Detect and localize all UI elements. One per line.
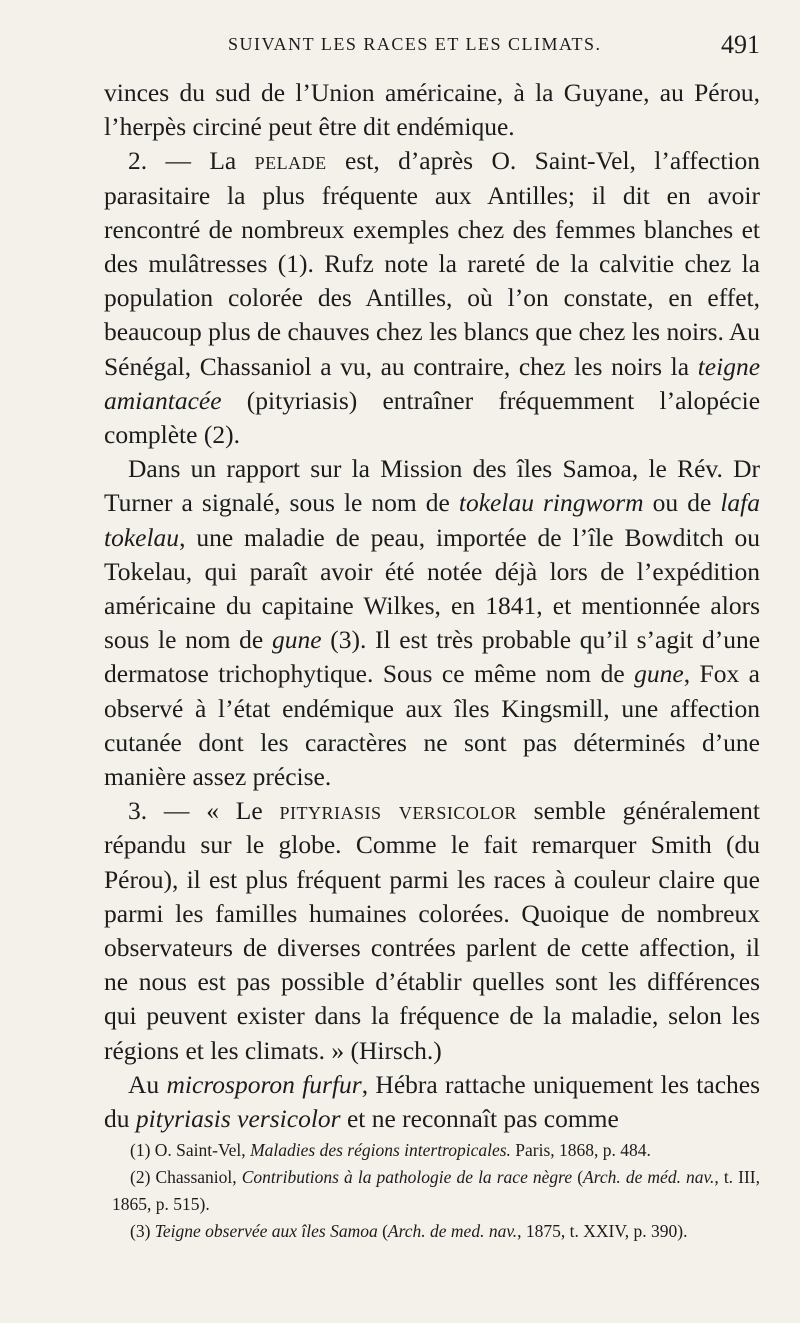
term-pelade: pelade [254, 146, 327, 176]
italic-term: teigne amiantacée [104, 351, 761, 415]
body-text [104, 76, 760, 1136]
paragraph-2: 2. — La pelade est, d’après O. Saint-Vel, l’affection parasitaire la plus fréquente aux Antilles; il dit en avoir rencontré de nombreux exemples chez des femmes blanches et des mulâtresses (1). Rufz note la rareté de la calvitie chez la population colorée des Antilles, où l’on constate, en effet, beaucoup plus de chauves chez les blancs que chez les noirs. Au Sénégal, Chassaniol a vu, au contraire, chez les noirs la teigne amiantacée (pityriasis) entraîner fréquemment l’alopécie complète (2). [104, 146, 761, 450]
footnote-1: (1) O. Saint-Vel, Maladies des régions intertropicales. Paris, 1868, p. 484. [130, 1140, 651, 1160]
footnote-2: (2) Chassaniol, Contributions à la pathologie de la race nègre (Arch. de méd. nav., t. III, 1865, p. 515). [112, 1167, 760, 1214]
paragraph-3: Dans un rapport sur la Mission des îles Samoa, le Rév. Dr Turner a signalé, sous le nom de tokelau ringworm ou de lafa tokelau, une maladie de peau, importée de l’île Bowditch ou Tokelau, qui paraît avoir été notée déjà lors de l’expédition américaine du capitaine Wilkes, en 1841, et mentionnée alors sous le nom de gune (3). Il est très probable qu’il s’agit d’une dermatose trichophytique. Sous ce même nom de gune, Fox a observé à l’état endémique aux îles Kingsmill, une affection cutanée dont les caractères ne sont pas déterminés d’une manière assez précise. [104, 454, 761, 792]
paragraph-4: 3. — « Le pityriasis versicolor semble généralement répandu sur le globe. Comme le fait remarquer Smith (du Pérou), il est plus fréquent parmi les races à couleur claire que parmi les familles humaines colorées. Quoique de nombreux observateurs de diverses contrées parlent de cette affection, il ne nous est pas possible d’établir quelles sont les différences qui peuvent exister dans la fréquence de la maladie, selon les régions et les climats. » (Hirsch.) [104, 796, 761, 1065]
paragraph-5: Au microsporon furfur, Hébra rattache uniquement les taches du pityriasis versicolor et ne reconnaît pas comme [104, 1069, 760, 1134]
paragraph-1: vinces du sud de l’Union américaine, à la Guyane, au Pérou, l’herpès circiné peut être dit endémique. [104, 78, 760, 142]
term-pityriasis-versicolor: pityriasis versicolor [279, 796, 517, 826]
footnote-3: (3) Teigne observée aux îles Samoa (Arch. de med. nav., 1875, t. XXIV, p. 390). [130, 1221, 688, 1241]
footnotes [112, 1137, 760, 1245]
page-header [104, 30, 770, 68]
page-number: 491 [721, 30, 760, 59]
running-head: SUIVANT LES RACES ET LES CLIMATS. [228, 34, 602, 54]
